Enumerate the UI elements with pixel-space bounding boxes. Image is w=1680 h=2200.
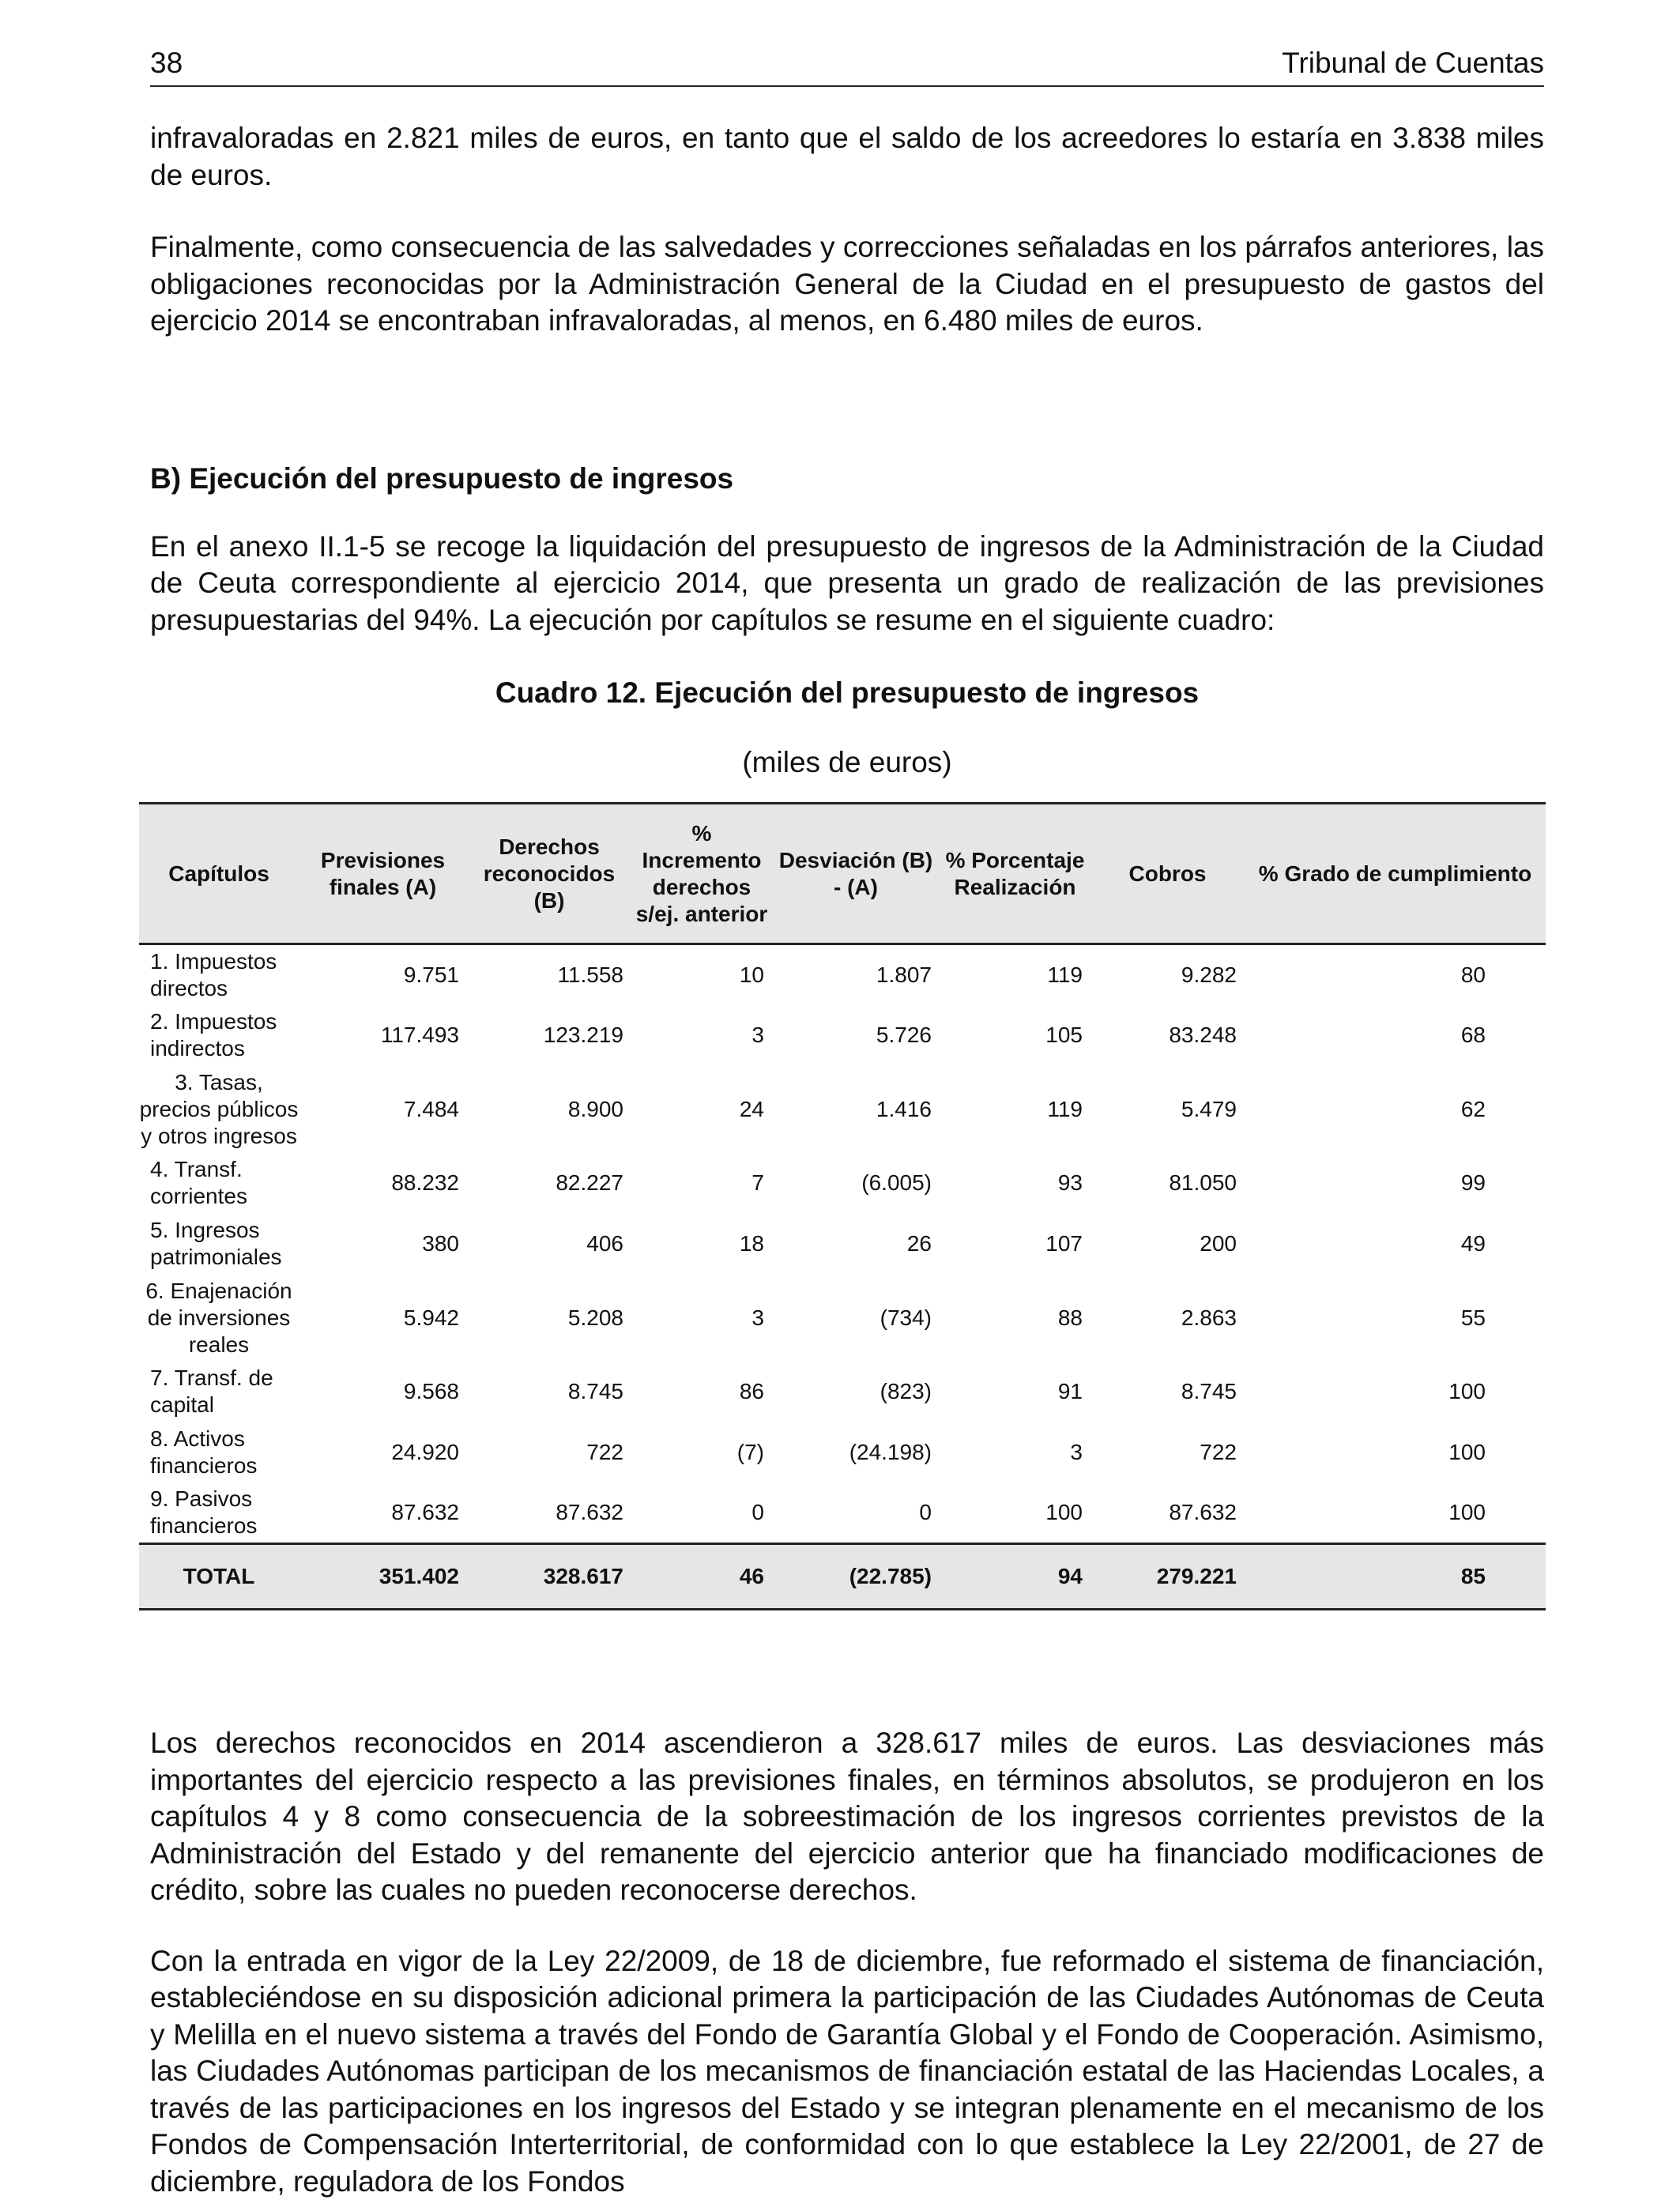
cell-cobros: 200 — [1090, 1214, 1245, 1275]
row-chapter: 1. Impuestos directos — [139, 944, 299, 1005]
cell-grado: 80 — [1245, 944, 1546, 1005]
cell-realizacion: 119 — [940, 1066, 1090, 1153]
cell-grado: 62 — [1245, 1066, 1546, 1153]
row-chapter: 6. Enajenación de inversiones reales — [139, 1275, 299, 1362]
cell-desviacion: 26 — [772, 1214, 940, 1275]
row-chapter: 9. Pasivos financieros — [139, 1483, 299, 1544]
row-chapter: 3. Tasas, precios públicos y otros ingresos — [139, 1066, 299, 1153]
cell-previsiones: 117.493 — [299, 1005, 467, 1066]
cell-desviacion: 5.726 — [772, 1005, 940, 1066]
table-units: (miles de euros) — [150, 744, 1544, 781]
cell-incremento: 3 — [631, 1275, 772, 1362]
cell-grado: 100 — [1245, 1362, 1546, 1422]
col-header-chapters: Capítulos — [139, 804, 299, 944]
total-label: TOTAL — [139, 1544, 299, 1610]
cell-realizacion: 93 — [940, 1153, 1090, 1214]
paragraph-5: Con la entrada en vigor de la Ley 22/2009, de 18 de diciembre, fue reformado el sistema de financiación, estableciéndose en su disposición adicional primera la participación de las Ciudades Autónomas de Ceuta y Melilla en el nuevo sistema a través del Fondo de Garantía Global y el Fondo de Cooperación. Asimismo, las Ciudades Autónomas participan de los mecanismos de financiación estatal de las Haciendas Locales, a través de las participaciones en los ingresos del Estado y se integran plenamente en el mecanismo de los Fondos de Compensación Interterritorial, de conformidad con lo que establece la Ley 22/2001, de 27 de diciembre, reguladora de los Fondos — [150, 1943, 1544, 2200]
total-desviacion: (22.785) — [772, 1544, 940, 1610]
cell-cobros: 9.282 — [1090, 944, 1245, 1005]
cell-desviacion: 1.416 — [772, 1066, 940, 1153]
section-heading: B) Ejecución del presupuesto de ingresos — [150, 461, 1544, 497]
cell-previsiones: 7.484 — [299, 1066, 467, 1153]
cell-incremento: 18 — [631, 1214, 772, 1275]
cell-realizacion: 88 — [940, 1275, 1090, 1362]
document-page — [150, 46, 1544, 781]
cell-derechos: 5.208 — [467, 1275, 631, 1362]
cell-grado: 49 — [1245, 1214, 1546, 1275]
row-chapter: 8. Activos financieros — [139, 1422, 299, 1483]
cell-previsiones: 5.942 — [299, 1275, 467, 1362]
cell-previsiones: 9.568 — [299, 1362, 467, 1422]
cell-grado: 68 — [1245, 1005, 1546, 1066]
col-header-previsiones: Previsiones finales (A) — [299, 804, 467, 944]
table-row — [139, 1066, 1546, 1153]
cell-derechos: 11.558 — [467, 944, 631, 1005]
cell-previsiones: 87.632 — [299, 1483, 467, 1544]
cell-derechos: 8.900 — [467, 1066, 631, 1153]
col-header-desviacion: Desviación (B) - (A) — [772, 804, 940, 944]
cell-derechos: 8.745 — [467, 1362, 631, 1422]
table-row — [139, 1214, 1546, 1275]
cell-realizacion: 105 — [940, 1005, 1090, 1066]
total-cobros: 279.221 — [1090, 1544, 1245, 1610]
table-total-row — [139, 1544, 1546, 1610]
cell-incremento: 10 — [631, 944, 772, 1005]
cell-derechos: 722 — [467, 1422, 631, 1483]
cell-derechos: 123.219 — [467, 1005, 631, 1066]
cell-desviacion: (24.198) — [772, 1422, 940, 1483]
cell-previsiones: 24.920 — [299, 1422, 467, 1483]
total-previsiones: 351.402 — [299, 1544, 467, 1610]
paragraph-1: infravaloradas en 2.821 miles de euros, en tanto que el saldo de los acreedores lo estaría en 3.838 miles de euros. — [150, 120, 1544, 194]
table-header-row — [139, 804, 1546, 944]
cell-previsiones: 88.232 — [299, 1153, 467, 1214]
cell-incremento: 3 — [631, 1005, 772, 1066]
cell-incremento: 86 — [631, 1362, 772, 1422]
cell-previsiones: 380 — [299, 1214, 467, 1275]
page-number: 38 — [150, 46, 183, 81]
cell-grado: 100 — [1245, 1483, 1546, 1544]
cell-cobros: 5.479 — [1090, 1066, 1245, 1153]
row-chapter: 5. Ingresos patrimoniales — [139, 1214, 299, 1275]
cell-incremento: (7) — [631, 1422, 772, 1483]
col-header-grado: % Grado de cumplimiento — [1245, 804, 1546, 944]
page-header — [150, 46, 1544, 87]
paragraph-4: Los derechos reconocidos en 2014 ascendieron a 328.617 miles de euros. Las desviaciones más importantes del ejercicio respecto a las previsiones finales, en términos absolutos, se produjeron en los capítulos 4 y 8 como consecuencia de la sobreestimación de los ingresos corrientes previstos de la Administración del Estado y del remanente del ejercicio anterior que ha financiado modificaciones de crédito, sobre las cuales no pueden reconocerse derechos. — [150, 1725, 1544, 1909]
cell-cobros: 2.863 — [1090, 1275, 1245, 1362]
table-title: Cuadro 12. Ejecución del presupuesto de ingresos — [150, 675, 1544, 711]
publication-name: Tribunal de Cuentas — [1282, 46, 1544, 81]
cell-desviacion: 1.807 — [772, 944, 940, 1005]
cell-derechos: 406 — [467, 1214, 631, 1275]
paragraph-3: En el anexo II.1-5 se recoge la liquidación del presupuesto de ingresos de la Administración de la Ciudad de Ceuta correspondiente al ejercicio 2014, que presenta un grado de realización de las previsiones presupuestarias del 94%. La ejecución por capítulos se resume en el siguiente cuadro: — [150, 529, 1544, 639]
table-row — [139, 944, 1546, 1005]
table-row — [139, 1005, 1546, 1066]
table-row — [139, 1153, 1546, 1214]
cell-cobros: 83.248 — [1090, 1005, 1245, 1066]
table-row — [139, 1362, 1546, 1422]
cell-desviacion: (734) — [772, 1275, 940, 1362]
cell-cobros: 722 — [1090, 1422, 1245, 1483]
cell-realizacion: 107 — [940, 1214, 1090, 1275]
cell-realizacion: 100 — [940, 1483, 1090, 1544]
cell-grado: 55 — [1245, 1275, 1546, 1362]
lower-text-block — [150, 1725, 1544, 2200]
col-header-incremento: % Incremento derechos s/ej. anterior — [631, 804, 772, 944]
cell-cobros: 81.050 — [1090, 1153, 1245, 1214]
cell-incremento: 0 — [631, 1483, 772, 1544]
cell-grado: 99 — [1245, 1153, 1546, 1214]
cell-previsiones: 9.751 — [299, 944, 467, 1005]
cell-derechos: 82.227 — [467, 1153, 631, 1214]
cell-desviacion: 0 — [772, 1483, 940, 1544]
cell-desviacion: (6.005) — [772, 1153, 940, 1214]
cell-cobros: 87.632 — [1090, 1483, 1245, 1544]
cell-realizacion: 3 — [940, 1422, 1090, 1483]
paragraph-2: Finalmente, como consecuencia de las salvedades y correcciones señaladas en los párrafos anteriores, las obligaciones reconocidas por la Administración General de la Ciudad en el presupuesto de gastos del ejercicio 2014 se encontraban infravaloradas, al menos, en 6.480 miles de euros. — [150, 229, 1544, 340]
total-derechos: 328.617 — [467, 1544, 631, 1610]
cell-desviacion: (823) — [772, 1362, 940, 1422]
cell-derechos: 87.632 — [467, 1483, 631, 1544]
cell-grado: 100 — [1245, 1422, 1546, 1483]
cell-realizacion: 91 — [940, 1362, 1090, 1422]
total-incremento: 46 — [631, 1544, 772, 1610]
row-chapter: 2. Impuestos indirectos — [139, 1005, 299, 1066]
cell-incremento: 24 — [631, 1066, 772, 1153]
total-grado: 85 — [1245, 1544, 1546, 1610]
table-row — [139, 1483, 1546, 1544]
row-chapter: 7. Transf. de capital — [139, 1362, 299, 1422]
col-header-derechos: Derechos reconocidos (B) — [467, 804, 631, 944]
row-chapter: 4. Transf. corrientes — [139, 1153, 299, 1214]
col-header-cobros: Cobros — [1090, 804, 1245, 944]
cell-cobros: 8.745 — [1090, 1362, 1245, 1422]
income-budget-table — [139, 802, 1546, 1610]
total-realizacion: 94 — [940, 1544, 1090, 1610]
table-row — [139, 1275, 1546, 1362]
cell-realizacion: 119 — [940, 944, 1090, 1005]
table-row — [139, 1422, 1546, 1483]
cell-incremento: 7 — [631, 1153, 772, 1214]
col-header-realizacion: % Porcentaje Realización — [940, 804, 1090, 944]
